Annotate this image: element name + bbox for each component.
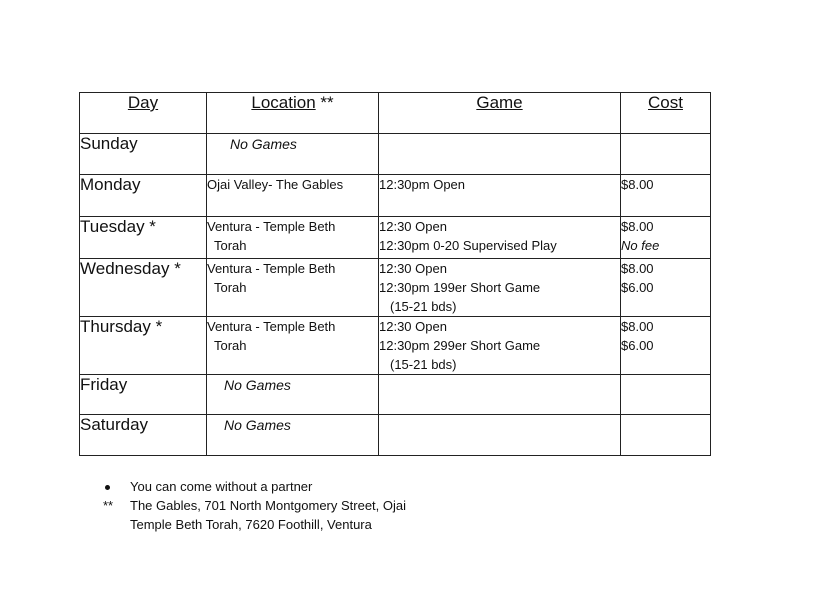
table-row-tuesday xyxy=(80,217,711,259)
table-row-thursday xyxy=(80,317,711,375)
cost-cell: $8.00 No fee xyxy=(621,217,711,259)
table-row-friday xyxy=(80,375,711,415)
table-row-saturday xyxy=(80,415,711,456)
day-cell: Tuesday * xyxy=(80,217,207,259)
location-cell xyxy=(207,375,379,415)
game-cell: 12:30 Open 12:30pm 299er Short Game (15-21 bds) xyxy=(379,317,621,375)
header-cost: Cost xyxy=(621,93,711,134)
game-cell xyxy=(379,134,621,175)
location-cell: Ventura - Temple Beth Torah xyxy=(207,317,379,375)
location-cell: Ventura - Temple Beth Torah xyxy=(207,259,379,317)
note-text: The Gables, 701 North Montgomery Street, Ojai xyxy=(130,498,407,513)
table-row-wednesday xyxy=(80,259,711,317)
header-location xyxy=(207,93,379,134)
cost-cell xyxy=(621,415,711,456)
game-cell: 12:30pm Open xyxy=(379,175,621,217)
note-text: Temple Beth Torah, 7620 Foothill, Ventura xyxy=(130,517,372,532)
game-cell: 12:30 Open 12:30pm 199er Short Game (15-21 bds) xyxy=(379,259,621,317)
schedule-table xyxy=(79,92,711,456)
no-games-label: No Games xyxy=(224,377,291,393)
location-cell xyxy=(207,415,379,456)
day-cell: Friday xyxy=(80,375,207,415)
cost-cell xyxy=(621,134,711,175)
no-games-label: No Games xyxy=(224,417,291,433)
day-cell: Thursday * xyxy=(80,317,207,375)
day-cell: Monday xyxy=(80,175,207,217)
table-row-sunday xyxy=(80,134,711,175)
cost-cell: $8.00 $6.00 xyxy=(621,259,711,317)
game-cell: 12:30 Open 12:30pm 0-20 Supervised Play xyxy=(379,217,621,259)
location-cell xyxy=(207,134,379,175)
cost-cell: $8.00 xyxy=(621,175,711,217)
day-cell: Saturday xyxy=(80,415,207,456)
no-games-label: No Games xyxy=(230,136,297,152)
header-day: Day xyxy=(80,93,207,134)
game-cell xyxy=(379,415,621,456)
day-cell: Wednesday * xyxy=(80,259,207,317)
header-location-footnote-mark: ** xyxy=(315,93,334,112)
double-star-mark: ** xyxy=(103,498,114,513)
header-location-label: Location xyxy=(251,93,316,112)
location-cell: Ojai Valley- The Gables xyxy=(207,175,379,217)
header-row xyxy=(80,93,711,134)
game-cell xyxy=(379,375,621,415)
table-row-monday xyxy=(80,175,711,217)
cost-cell xyxy=(621,375,711,415)
bullet-icon xyxy=(103,477,125,496)
header-game: Game xyxy=(379,93,621,134)
location-cell: Ventura - Temple Beth Torah xyxy=(207,217,379,259)
cost-cell: $8.00 $6.00 xyxy=(621,317,711,375)
note-text: You can come without a partner xyxy=(130,479,313,494)
day-cell: Sunday xyxy=(80,134,207,175)
